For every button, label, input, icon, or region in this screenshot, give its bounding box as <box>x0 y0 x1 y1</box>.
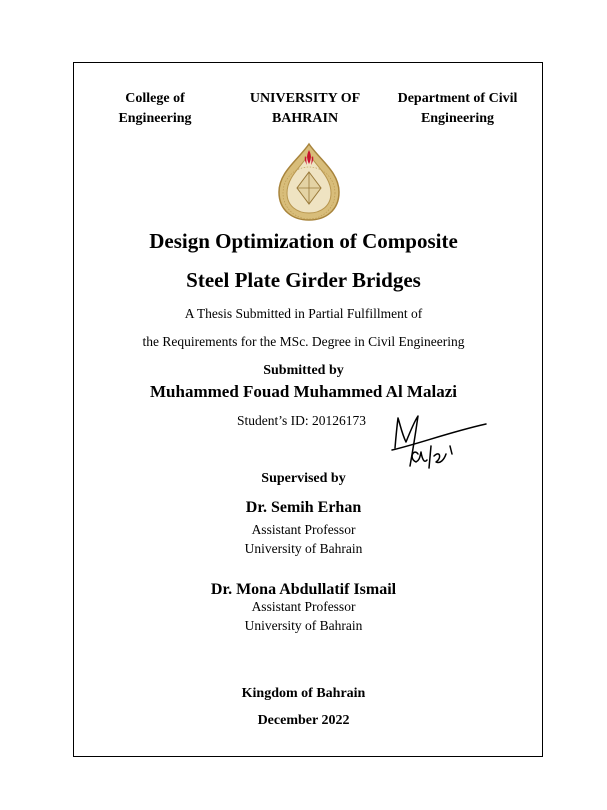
university-seal-icon <box>276 142 342 222</box>
university-line-2: BAHRAIN <box>271 111 339 126</box>
supervised-by-label: Supervised by <box>261 471 346 486</box>
thesis-statement-line-2: the Requirements for the MSc. Degree in Civil Engineering <box>142 334 465 349</box>
student-id: Student’s ID: 20126173 <box>237 413 367 428</box>
submitted-by-label: Submitted by <box>263 363 344 378</box>
college-line-1: College of <box>125 91 185 106</box>
supervisor-2-name: Dr. Mona Abdullatif Ismail <box>210 581 397 598</box>
university-line-1: UNIVERSITY OF <box>249 91 361 106</box>
supervisor-1-name: Dr. Semih Erhan <box>245 499 362 516</box>
signature-icon <box>388 410 490 472</box>
supervisor-1-affiliation: University of Bahrain <box>244 541 363 556</box>
department-line-1: Department of Civil <box>397 91 518 106</box>
thesis-title-line-1: Design Optimization of Composite <box>149 229 458 253</box>
author-name: Muhammed Fouad Muhammed Al Malazi <box>150 382 457 401</box>
thesis-title-line-2: Steel Plate Girder Bridges <box>186 268 421 292</box>
submission-date: December 2022 <box>257 713 350 728</box>
department-label <box>385 89 530 129</box>
department-line-2: Engineering <box>420 111 495 126</box>
supervisor-1-title: Assistant Professor <box>251 522 356 537</box>
college-label <box>100 89 210 129</box>
supervisor-2-title: Assistant Professor <box>251 599 356 614</box>
thesis-statement-line-1: A Thesis Submitted in Partial Fulfillment of <box>184 306 423 321</box>
country: Kingdom of Bahrain <box>241 686 366 701</box>
supervisor-2-affiliation: University of Bahrain <box>244 618 363 633</box>
college-line-2: Engineering <box>118 111 192 126</box>
university-label <box>235 89 375 129</box>
